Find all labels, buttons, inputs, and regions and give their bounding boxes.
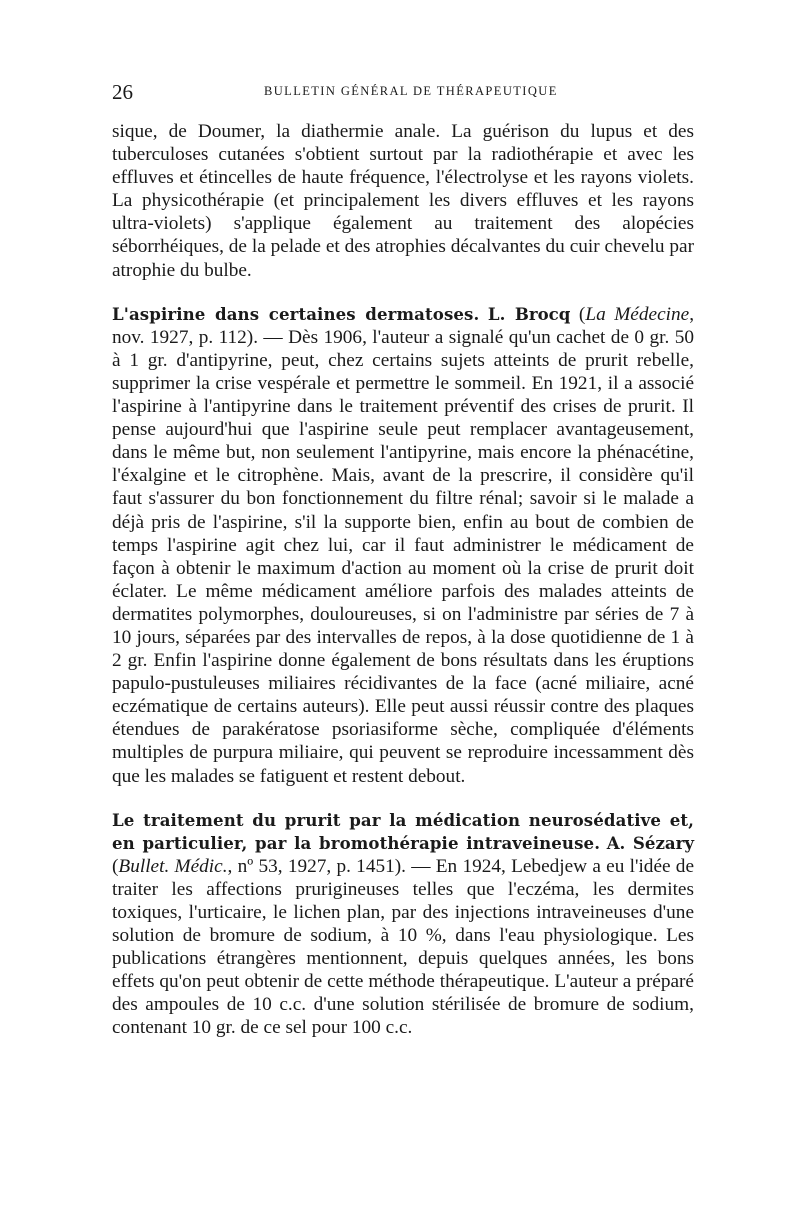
page-header [112,80,692,104]
article-author: L. Brocq [487,303,571,324]
running-title: BULLETIN GÉNÉRAL DE THÉRAPEUTIQUE [264,84,558,98]
source-rest: , nov. 1927, p. 112). [112,303,695,348]
source-open: ( [570,303,586,325]
article-title: L'aspirine dans certaines dermatoses. [112,303,480,324]
paragraph-physicotherapy [112,120,694,282]
article-title: Le traitement du prurit par la médication neurosédative et, en particulier, par la bromothérapie intraveineuse. [112,809,694,853]
article-source: Bullet. Médic. [118,855,228,877]
page-number: 26 [112,80,133,104]
source-rest: , nº 53, 1927, p. 1451). [227,855,406,877]
article-author: A. Sézary [606,832,695,853]
article-aspirine [112,303,694,788]
source-open: ( [112,855,119,877]
article-prurit [112,809,694,1040]
article-source: La Médecine [585,303,690,325]
article-text: — En 1924, Lebedjew a eu l'idée de traiter les affections prurigineuses telles que l'eczéma, les dermites toxiques, l'urticaire, le lichen plan, par des injections intraveineuses d'une solution de bromure de sodium, à 10 %, dans l'eau physiologique. Les publications étrangères mentionnent, depuis quelques années, les bons effets qu'on peut obtenir de cette méthode thérapeutique. L'auteur a préparé des ampoules de 10 c.c. d'une solution stérilisée de bromure de sodium, contenant 10 gr. de ce sel pour 100 c.c. [112,855,695,1039]
article-text: — Dès 1906, l'auteur a signalé qu'un cachet de 0 gr. 50 à 1 gr. d'antipyrine, peut, chez certains sujets atteints de prurit rebelle, supprimer la crise vespérale et permettre le sommeil. En 1921, il a associé l'aspirine à l'antipyrine dans le traitement préventif des crises de prurit. Il pense aujourd'hui que l'aspirine seule peut remplacer avantageusement, dans le même but, non seulement l'antipyrine, mais encore la phénacétine, l'éxalgine et le citrophène. Mais, avant de la prescrire, il considère qu'il faut s'assurer du bon fonctionnement du filtre rénal; savoir si le malade a déjà pris de l'aspirine, s'il la supporte bien, enfin au bout de combien de temps l'aspirine agit chez lui, car il faut administrer le médicament de façon à obtenir le maximum d'action au moment où la crise de prurit doit éclater. Le même médicament améliore parfois des malades atteints de dermatites polymorphes, douloureuses, si on l'administre par séries de 7 à 10 jours, séparées par des intervalles de repos, à la dose quotidienne de 1 à 2 gr. Enfin l'aspirine donne également de bons résultats dans les éruptions papulo-pustuleuses miliaires récidivantes de la face (acné miliaire, acné eczématique de certains auteurs). Elle peut aussi réussir contre des plaques étendues de parakératose psoriasiforme sèche, compliquée d'éléments multiples de purpura miliaire, qui peuvent se reproduire incessamment dès que les malades se fatiguent et restent debout. [112,326,694,787]
paragraph-text: sique, de Doumer, la diathermie anale. La guérison du lupus et des tuberculoses cutanées s'obtient surtout par la radiothérapie et avec les effluves et étincelles de haute fréquence, l'électrolyse et les rayons violets. La physicothérapie (et principalement les divers effluves et les rayons ultra-violets) s'applique également au traitement des alopécies séborrhéiques, de la pelade et des atrophies décalvantes du cuir chevelu par atrophie du bulbe. [112,121,694,281]
page-body [112,120,694,1040]
